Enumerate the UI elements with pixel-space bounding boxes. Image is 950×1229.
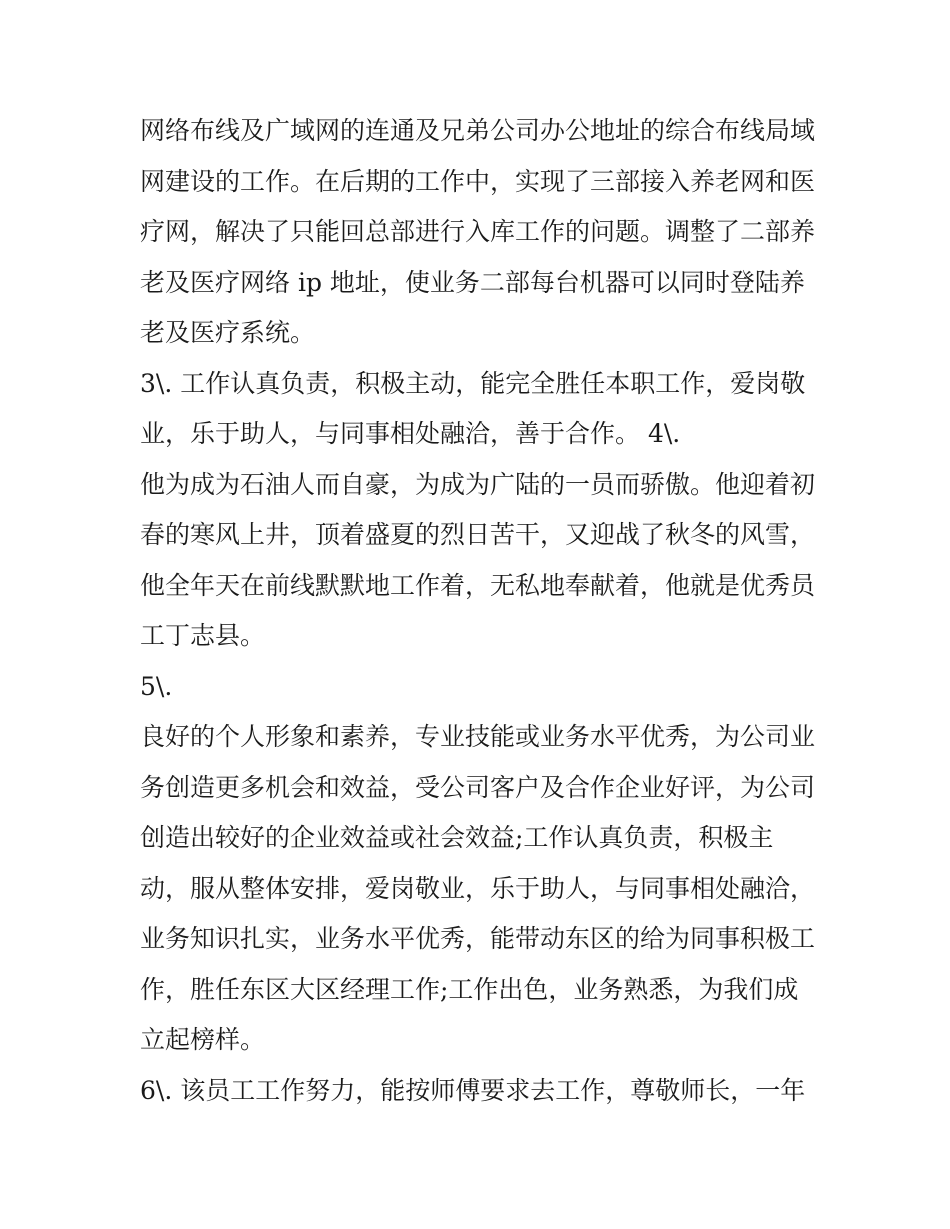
text-line-18: 作，胜任东区大区经理工作;工作出色，业务熟悉，为我们成 bbox=[140, 974, 799, 1004]
text-line-7: 业，乐于助人，与同事相处融洽，善于合作。 4\. bbox=[140, 419, 681, 448]
text-line-14: 务创造更多机会和效益，受公司客户及合作企业好评，为公司 bbox=[140, 772, 816, 802]
text-line-16: 动，服从整体安排，爱岗敬业，乐于助人，与同事相处融洽， bbox=[140, 873, 816, 903]
text-line-1: 网络布线及广域网的连通及兄弟公司办公地址的综合布线局域 bbox=[140, 116, 816, 145]
text-line-3: 疗网，解决了只能回总部进行入库工作的问题。调整了二部养 bbox=[140, 217, 816, 246]
text-line-2: 网建设的工作。在后期的工作中，实现了三部接入养老网和医 bbox=[140, 166, 816, 196]
text-line-13: 良好的个人形象和素养，专业技能或业务水平优秀，为公司业 bbox=[140, 722, 816, 751]
text-line-5: 老及医疗系统。 bbox=[140, 318, 316, 347]
text-line-8: 他为成为石油人而自豪，为成为广陆的一员而骄傲。他迎着初 bbox=[140, 469, 816, 499]
text-line-9: 春的寒风上井，顶着盛夏的烈日苦干，又迎战了秋冬的风雪， bbox=[140, 520, 816, 549]
text-line-11: 工丁志县。 bbox=[140, 621, 266, 650]
text-line-17: 业务知识扎实，业务水平优秀，能带动东区的给为同事积极工 bbox=[140, 924, 816, 953]
text-line-12: 5\. bbox=[140, 671, 173, 701]
text-line-19: 立起榜样。 bbox=[140, 1025, 266, 1054]
text-line-4: 老及医疗网络 ip 地址，使业务二部每台机器可以同时登陆养 bbox=[140, 267, 805, 297]
text-line-6: 3\. 工作认真负责，积极主动，能完全胜任本职工作，爱岗敬 bbox=[140, 368, 806, 398]
document-body bbox=[140, 106, 820, 1116]
text-line-20: 6\. 该员工工作努力，能按师傅要求去工作，尊敬师长，一年 bbox=[140, 1075, 806, 1105]
text-line-15: 创造出较好的企业效益或社会效益;工作认真负责，积极主 bbox=[140, 823, 774, 852]
text-line-10: 他全年天在前线默默地工作着，无私地奉献着，他就是优秀员 bbox=[140, 570, 816, 600]
